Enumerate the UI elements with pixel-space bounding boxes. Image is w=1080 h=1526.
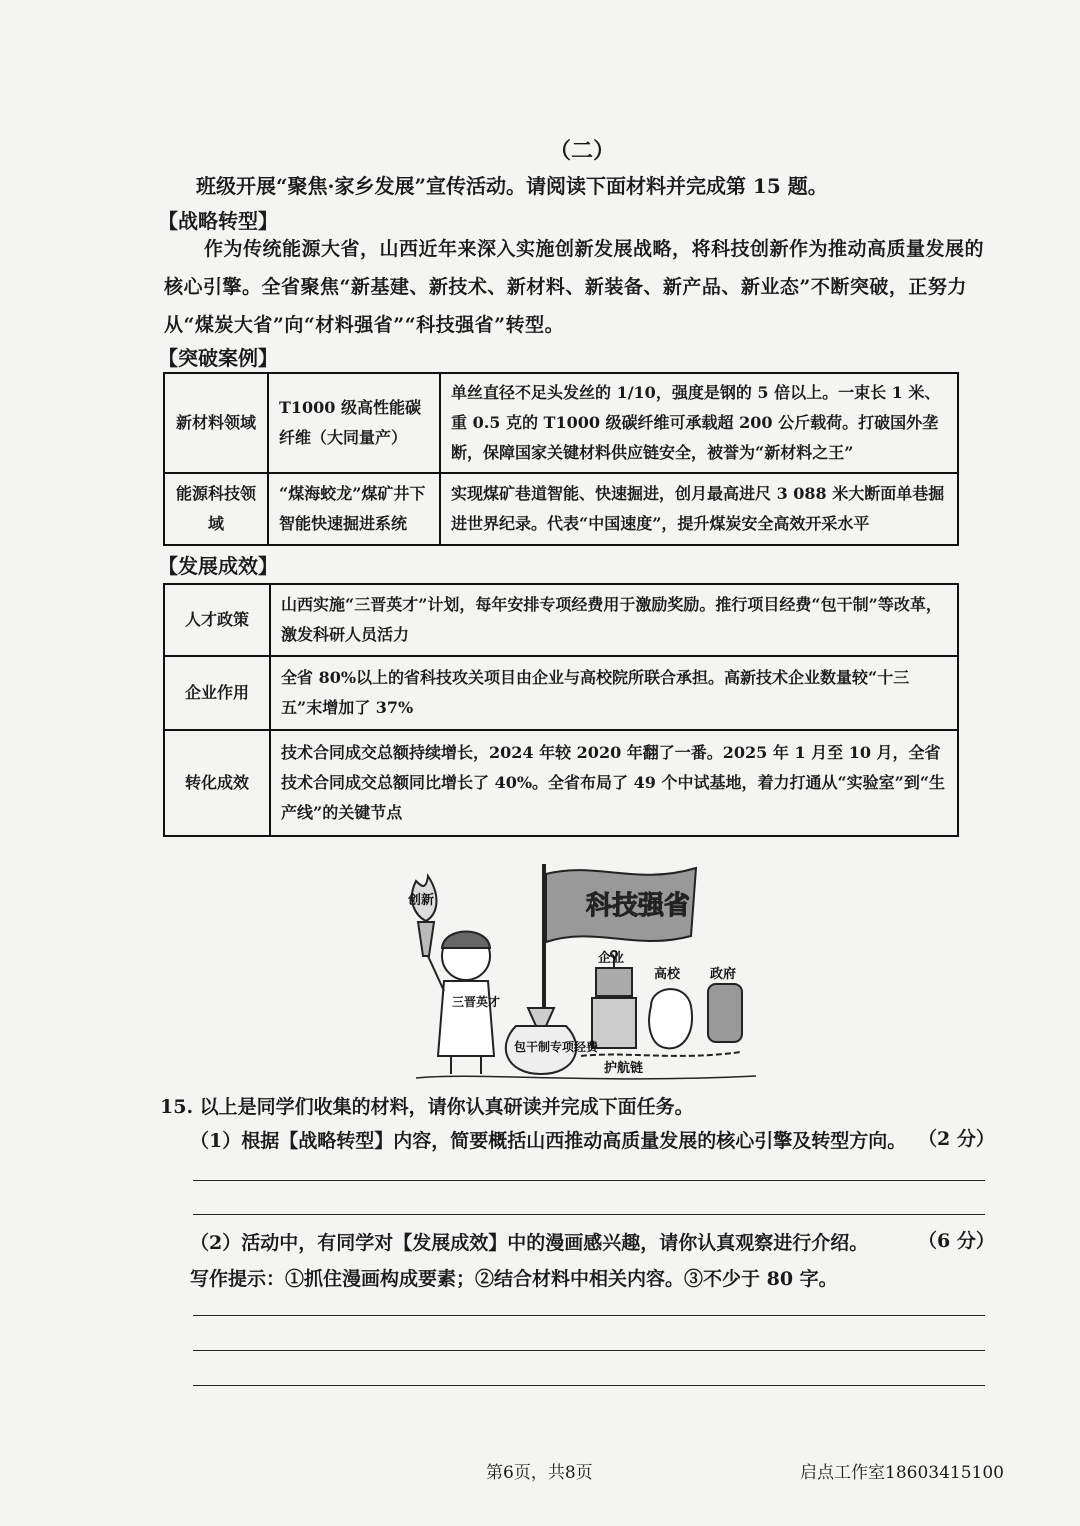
- label-cell: 人才政策: [164, 584, 270, 656]
- desc-cell: 实现煤矿巷道智能、快速掘进，创月最高进尺 3 088 米大断面单巷掘进世界纪录。代表“中国速度”，提升煤炭安全高效开采水平: [440, 473, 958, 545]
- chain-label: 护航链: [604, 1061, 644, 1076]
- answer-line[interactable]: [193, 1315, 985, 1316]
- studio-label: 启点工作室18603415100: [800, 1463, 1004, 1483]
- table-row: [164, 473, 958, 545]
- section-title: （二）: [549, 138, 616, 164]
- item-cell: “煤海蛟龙”煤矿井下智能快速掘进系统: [268, 473, 440, 545]
- school-label: 高校: [654, 967, 681, 982]
- writing-hint: 写作提示：①抓住漫画构成要素；②结合材料中相关内容。③不少于 80 字。: [190, 1268, 838, 1290]
- page-number: 第6页，共8页: [486, 1463, 593, 1483]
- desc-cell: 全省 80%以上的省科技攻关项目由企业与高校院所联合承担。高新技术企业数量较“十三五”末增加了 37%: [270, 656, 958, 730]
- answer-line[interactable]: [193, 1350, 985, 1351]
- field-cell: 能源科技领域: [164, 473, 268, 545]
- robot-label: 企业: [598, 951, 625, 966]
- results-heading: 【发展成效】: [158, 554, 278, 578]
- breakthrough-table: [163, 372, 959, 546]
- field-cell: 新材料领域: [164, 373, 268, 473]
- desc-cell: 单丝直径不足头发丝的 1/10，强度是钢的 5 倍以上。一束长 1 米、重 0.5 克的 T1000 级碳纤维可承载超 200 公斤载荷。打破国外垄断，保障国家关键材料供应链安全，被誉为“新材料之王”: [440, 373, 958, 473]
- table-row: [164, 730, 958, 836]
- table-row: [164, 656, 958, 730]
- sub-question-1: （1）根据【战略转型】内容，简要概括山西推动高质量发展的核心引擎及转型方向。: [190, 1130, 907, 1152]
- bag-label: 包干制专项经费: [514, 1040, 599, 1054]
- answer-line[interactable]: [193, 1214, 985, 1215]
- label-cell: 转化成效: [164, 730, 270, 836]
- strategy-heading: 【战略转型】: [158, 209, 278, 233]
- intro-text: 班级开展“聚焦·家乡发展”宣传活动。请阅读下面材料并完成第 15 题。: [196, 174, 828, 198]
- table-row: [164, 373, 958, 473]
- breakthrough-heading: 【突破案例】: [158, 346, 278, 370]
- sub-question-1-score: （2 分）: [918, 1128, 995, 1150]
- answer-line[interactable]: [193, 1385, 985, 1386]
- flag-label: 科技强省: [586, 891, 691, 921]
- results-table: [163, 583, 959, 837]
- torch-label: 创新: [408, 893, 435, 908]
- desc-cell: 山西实施“三晋英才”计划，每年安排专项经费用于激励奖励。推行项目经费“包干制”等改革，激发科研人员活力: [270, 584, 958, 656]
- desc-cell: 技术合同成交总额持续增长，2024 年较 2020 年翻了一番。2025 年 1 月至 10 月，全省技术合同成交总额同比增长了 40%。全省布局了 49 个中试基地，着力打通从“实验室”到“生产线”的关键节点: [270, 730, 958, 836]
- badge-label: 三晋英才: [452, 995, 501, 1009]
- gov-label: 政府: [710, 967, 737, 982]
- sub-question-2: （2）活动中，有同学对【发展成效】中的漫画感兴趣，请你认真观察进行介绍。: [190, 1232, 869, 1254]
- table-row: [164, 584, 958, 656]
- item-cell: T1000 级高性能碳纤维（大同量产）: [268, 373, 440, 473]
- answer-line[interactable]: [193, 1180, 985, 1181]
- question-stem: 15. 以上是同学们收集的材料，请你认真研读并完成下面任务。: [160, 1096, 694, 1118]
- label-cell: 企业作用: [164, 656, 270, 730]
- strategy-text: 作为传统能源大省，山西近年来深入实施创新发展战略，将科技创新作为推动高质量发展的核心引擎。全省聚焦“新基建、新技术、新材料、新装备、新产品、新业态”不断突破，正努力从“煤炭大省”向“材料强省”“科技强省”转型。: [164, 238, 985, 336]
- sub-question-2-score: （6 分）: [918, 1230, 995, 1252]
- cartoon-illustration: [396, 856, 766, 1086]
